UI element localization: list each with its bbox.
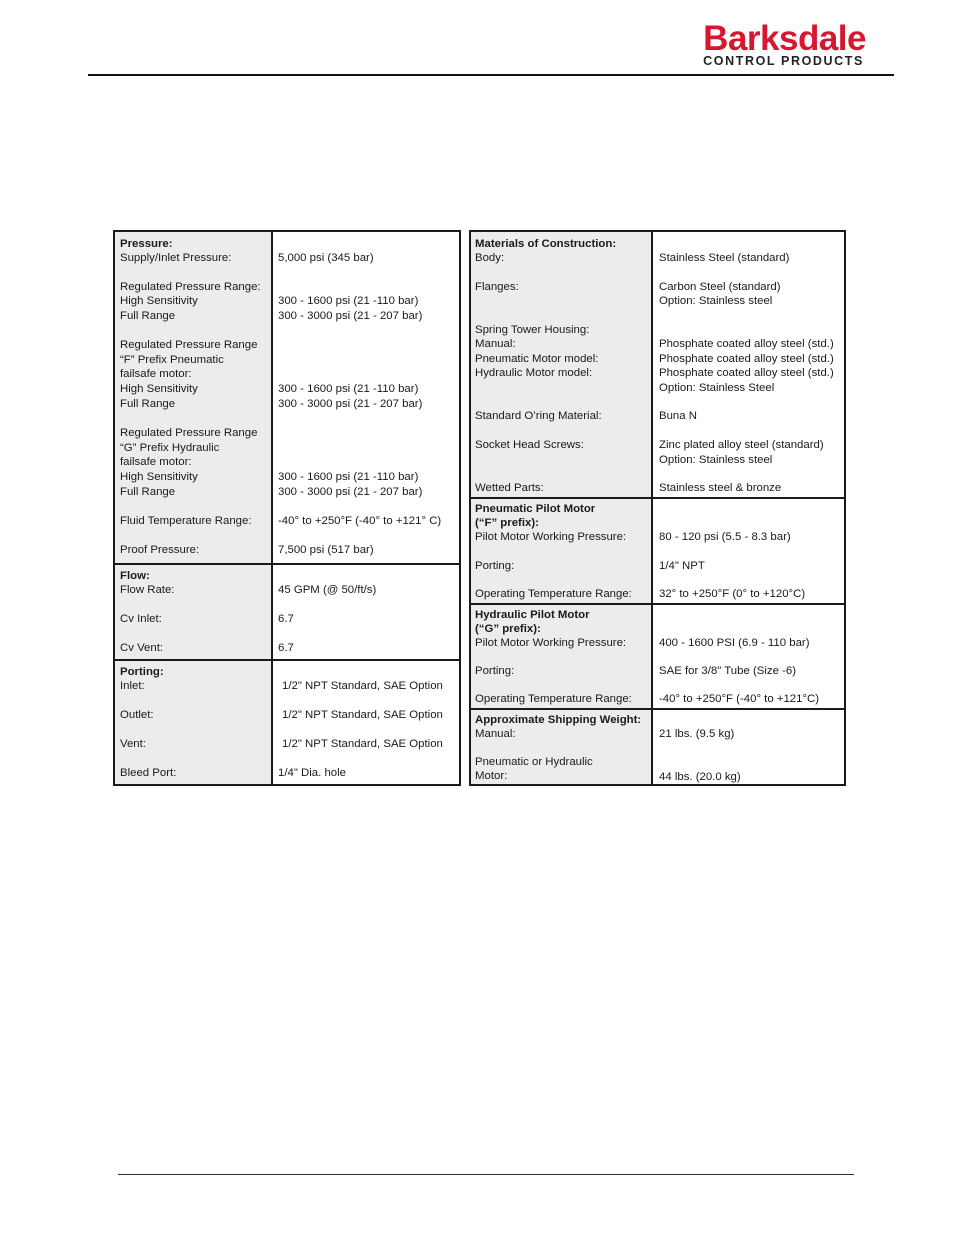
- materials-section: [471, 232, 844, 497]
- flanges-label: Flanges:: [475, 281, 519, 293]
- hydraulic-motor-section: [471, 603, 844, 708]
- regulated-high-label: High Sensitivity: [120, 295, 198, 307]
- right-spec-column: [469, 230, 846, 786]
- g-prefix-label-3: failsafe motor:: [120, 456, 192, 468]
- header-divider: [88, 74, 894, 76]
- screws-value-1: Zinc plated alloy steel (standard): [659, 439, 824, 451]
- inlet-value: 1/2" NPT Standard, SAE Option: [282, 680, 443, 692]
- regulated-full-value: 300 - 3000 psi (21 - 207 bar): [278, 310, 423, 322]
- hydraulic-motor-label: Hydraulic Motor model:: [475, 367, 593, 379]
- f-full-value: 300 - 3000 psi (21 - 207 bar): [278, 398, 423, 410]
- specifications-table: [113, 230, 846, 786]
- bleed-port-label: Bleed Port:: [120, 767, 177, 779]
- f-prefix-label-3: failsafe motor:: [120, 368, 192, 380]
- pneumatic-temp-value: 32° to +250°F (0° to +120°C): [659, 588, 806, 600]
- body-value: Stainless Steel (standard): [659, 252, 790, 264]
- regulated-full-label: Full Range: [120, 310, 176, 322]
- spring-tower-label: Spring Tower Housing:: [475, 324, 590, 336]
- brand-logo: [703, 20, 866, 68]
- wetted-parts-value: Stainless steel & bronze: [659, 482, 782, 494]
- screws-label: Socket Head Screws:: [475, 439, 584, 451]
- body-label: Body:: [475, 252, 505, 264]
- cv-vent-label: Cv Vent:: [120, 642, 164, 654]
- flow-rate-label: Flow Rate:: [120, 584, 175, 596]
- g-prefix-label-1: Regulated Pressure Range: [120, 427, 258, 439]
- cv-inlet-value: 6.7: [278, 613, 294, 625]
- regulated-range-label: Regulated Pressure Range:: [120, 281, 261, 293]
- pneumatic-pressure-value: 80 - 120 psi (5.5 - 8.3 bar): [659, 531, 791, 543]
- hydraulic-pressure-value: 400 - 1600 PSI (6.9 - 110 bar): [659, 637, 810, 649]
- manual-value: Phosphate coated alloy steel (std.): [659, 338, 834, 350]
- g-full-label: Full Range: [120, 486, 176, 498]
- manual-label: Manual:: [475, 338, 516, 350]
- fluid-temp-value: -40° to +250°F (-40° to +121° C): [278, 515, 442, 527]
- flow-rate-value: 45 GPM (@ 50/ft/s): [278, 584, 377, 596]
- cv-inlet-label: Cv Inlet:: [120, 613, 162, 625]
- flanges-value-2: Option: Stainless steel: [659, 295, 773, 307]
- g-full-value: 300 - 3000 psi (21 - 207 bar): [278, 486, 423, 498]
- hydraulic-porting-value: SAE for 3/8" Tube (Size -6): [659, 665, 796, 677]
- materials-heading: Materials of Construction:: [475, 238, 617, 250]
- pneumatic-motor-value: Phosphate coated alloy steel (std.): [659, 353, 834, 365]
- pressure-heading: Pressure:: [120, 238, 173, 250]
- pressure-section: [115, 232, 459, 563]
- outlet-value: 1/2" NPT Standard, SAE Option: [282, 709, 443, 721]
- hydraulic-motor-value: Phosphate coated alloy steel (std.): [659, 367, 834, 379]
- pneumatic-porting-value: 1/4" NPT: [659, 560, 705, 572]
- shipping-manual-label: Manual:: [475, 728, 516, 740]
- shipping-weight-section: [471, 708, 844, 784]
- hydraulic-heading-1: Hydraulic Pilot Motor: [475, 609, 590, 621]
- porting-section: [115, 659, 459, 784]
- hydraulic-temp-value: -40° to +250°F (-40° to +121°C): [659, 693, 820, 705]
- pneumatic-motor-label: Pneumatic Motor model:: [475, 353, 599, 365]
- spring-option-value: Option: Stainless Steel: [659, 382, 775, 394]
- pneumatic-heading-2: (“F” prefix):: [475, 517, 539, 529]
- hydraulic-pressure-label: Pilot Motor Working Pressure:: [475, 637, 627, 649]
- f-high-label: High Sensitivity: [120, 383, 198, 395]
- oring-label: Standard O’ring Material:: [475, 410, 602, 422]
- shipping-motor-value: 44 lbs. (20.0 kg): [659, 771, 741, 783]
- bleed-port-value: 1/4" Dia. hole: [278, 767, 346, 779]
- f-prefix-label-1: Regulated Pressure Range: [120, 339, 258, 351]
- hydraulic-porting-label: Porting:: [475, 665, 515, 677]
- f-high-value: 300 - 1600 psi (21 -110 bar): [278, 383, 419, 395]
- pneumatic-porting-label: Porting:: [475, 560, 515, 572]
- shipping-motor-label-2: Motor:: [475, 770, 508, 782]
- brand-subtitle: CONTROL PRODUCTS: [703, 54, 864, 68]
- outlet-label: Outlet:: [120, 709, 154, 721]
- column-gap: [461, 230, 469, 786]
- pneumatic-pressure-label: Pilot Motor Working Pressure:: [475, 531, 627, 543]
- screws-value-2: Option: Stainless steel: [659, 454, 773, 466]
- pneumatic-motor-section: [471, 497, 844, 603]
- footer-divider: [118, 1174, 854, 1175]
- pneumatic-heading-1: Pneumatic Pilot Motor: [475, 503, 596, 515]
- g-high-label: High Sensitivity: [120, 471, 198, 483]
- pneumatic-temp-label: Operating Temperature Range:: [475, 588, 632, 600]
- g-prefix-label-2: “G” Prefix Hydraulic: [120, 442, 220, 454]
- supply-pressure-value: 5,000 psi (345 bar): [278, 252, 374, 264]
- shipping-motor-label-1: Pneumatic or Hydraulic: [475, 756, 593, 768]
- wetted-parts-label: Wetted Parts:: [475, 482, 544, 494]
- hydraulic-temp-label: Operating Temperature Range:: [475, 693, 632, 705]
- oring-value: Buna N: [659, 410, 697, 422]
- fluid-temp-label: Fluid Temperature Range:: [120, 515, 252, 527]
- g-high-value: 300 - 1600 psi (21 -110 bar): [278, 471, 419, 483]
- flow-heading: Flow:: [120, 570, 150, 582]
- f-prefix-label-2: “F” Prefix Pneumatic: [120, 354, 224, 366]
- vent-label: Vent:: [120, 738, 146, 750]
- cv-vent-value: 6.7: [278, 642, 294, 654]
- regulated-high-value: 300 - 1600 psi (21 -110 bar): [278, 295, 419, 307]
- proof-pressure-label: Proof Pressure:: [120, 544, 200, 556]
- inlet-label: Inlet:: [120, 680, 145, 692]
- flanges-value-1: Carbon Steel (standard): [659, 281, 781, 293]
- hydraulic-heading-2: (“G” prefix):: [475, 623, 541, 635]
- f-full-label: Full Range: [120, 398, 176, 410]
- proof-pressure-value: 7,500 psi (517 bar): [278, 544, 374, 556]
- left-spec-column: [113, 230, 461, 786]
- supply-pressure-label: Supply/Inlet Pressure:: [120, 252, 232, 264]
- porting-heading: Porting:: [120, 666, 164, 678]
- brand-name: Barksdale: [703, 19, 866, 58]
- shipping-heading: Approximate Shipping Weight:: [475, 714, 642, 726]
- shipping-manual-value: 21 lbs. (9.5 kg): [659, 728, 735, 740]
- flow-section: [115, 563, 459, 659]
- vent-value: 1/2" NPT Standard, SAE Option: [282, 738, 443, 750]
